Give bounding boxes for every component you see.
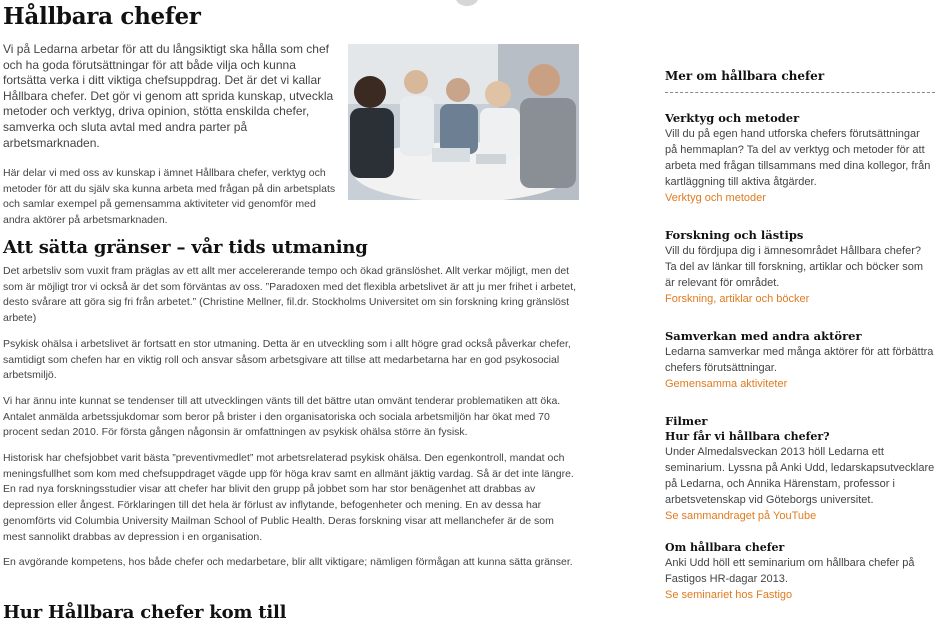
sidebar-section-text: Ledarna samverkar med många aktörer för att förbättra chefers förutsättningar. [665, 346, 934, 374]
sidebar-section [665, 111, 935, 206]
film-subheading: Om hållbara chefer [665, 541, 785, 554]
main-content [3, 0, 579, 623]
sidebar-films-heading: Filmer [665, 414, 708, 428]
intro-paragraph-2: Här delar vi med oss av kunskap i ämnet Hållbara chefer, verktyg och metoder för att du själv ska kunna arbeta med frågan på din arbetsplats och samlar exempel på gemensamma aktiviteter vid genomför med andra aktörer på arbetsmarknaden. [3, 167, 336, 227]
page-title: Hållbara chefer [3, 3, 201, 30]
film-subheading: Hur får vi hållbara chefer? [665, 430, 830, 443]
sidebar-section [665, 329, 935, 392]
article-paragraph: Det arbetsliv som vuxit fram präglas av ett allt mer accelererande tempo och ökad gränslöshet. Allt verkar möjligt, men det som är möjligt tror vi också är det som förväntas av oss. ”Paradoxen med det flexibla arbetslivet är att ju mer frihet i arbetet, desto svårare att göra sig fri från arbetet.” (Christine Mellner, fil.dr. Stockholms Universitet om sin forskning kring gränslöst arbete) [3, 265, 577, 325]
sidebar [665, 68, 935, 603]
film-link-fastigo[interactable]: Se seminariet hos Fastigo [665, 589, 793, 601]
article-paragraph: Historisk har chefsjobbet varit bästa ”preventivmedlet” mot arbetsrelaterad psykisk ohälsa. Den egenkontroll, mandat och meningsfullhet som kom med chefsuppdraget vägde upp för höga krav samt en allmänt jäktig vardag. Så är det inte längre. En rad nya forskningsstudier visar att chefer har blivit den grupp på jobbet som har stor benägenhet att drabbas av depression eller ångest. Förklaringen till det hela är förlust av inflytande, befogenheter och mening. En av dessa har genomförts vid Columbia University Mailman School of Public Health. Deras forskning visar att mellanchefer är de som mest sannolikt drabbas av depression i en organisation. [3, 452, 574, 543]
article-paragraph: Vi har ännu inte kunnat se tendenser till att utvecklingen vänts till det bättre utan omvänt tenderar problematiken att öka. Antalet anmälda arbetssjukdomar som beror på brister i den organisatoriska och sociala arbetsmiljön har ökat med 70 procent sedan 2010. För första gången någonsin är omfattningen av psykisk ohälsa större än fysisk. [3, 394, 561, 439]
sidebar-section-heading: Samverkan med andra aktörer [665, 329, 862, 343]
sidebar-link-cooperation[interactable]: Gemensamma aktiviteter [665, 378, 788, 390]
sidebar-section-heading: Verktyg och metoder [665, 111, 800, 125]
team-photo [348, 44, 579, 200]
article-paragraph: Psykisk ohälsa i arbetslivet är fortsatt en stor utmaning. Detta är en utveckling som i allt högre grad också påverkar chefer, samtidigt som chefen har en viktig roll och ansvar såsom arbetsgivare att tillse att medarbetarna har en god psykosocial arbetsmiljö. [3, 337, 571, 382]
sidebar-link-tools[interactable]: Verktyg och metoder [665, 192, 766, 204]
film-link-youtube[interactable]: Se sammandraget på YouTube [665, 510, 817, 522]
sidebar-section-text: Vill du fördjupa dig i ämnesområdet Hållbara chefer? Ta del av länkar till forskning, artiklar och böcker som är relevant för området. [665, 245, 923, 289]
sidebar-section-text: Vill du på egen hand utforska chefers förutsättningar på hemmaplan? Ta del av verktyg och metoder för att arbeta med frågan tillsammans med dina kollegor, från kartläggning till aktiva åtgärder. [665, 128, 931, 188]
article-paragraph: En avgörande kompetens, hos både chefer och medarbetare, blir allt viktigare; nämligen förmågan att kunna sätta gränser. [3, 556, 573, 569]
intro-paragraph: Vi på Ledarna arbetar för att du långsiktigt ska hålla som chef och ha goda förutsättningar för att både vilja och kunna fortsätta verka i ditt viktiga chefsuppdrag. Det är det vi kallar Hållbara chefer. Det gör vi genom att sprida kunskap, utveckla metoder och verktyg, driva opinion, stötta enskilda chefer, samverka och sluta avtal med andra parter på arbetsmarknaden. [3, 42, 334, 150]
film-text: Under Almedalsveckan 2013 höll Ledarna ett seminarium. Lyssna på Anki Udd, ledarskapsutvecklare på Ledarna, och Annika Härenstam, professor i arbetsvetenskap vid Göteborgs universitet. [665, 446, 935, 506]
section-heading: Att sätta gränser – vår tids utmaning [3, 237, 368, 258]
sidebar-section-heading: Forskning och lästips [665, 228, 804, 242]
sidebar-section [665, 228, 935, 307]
article-body [3, 264, 579, 581]
sidebar-films [665, 414, 935, 603]
sidebar-title: Mer om hållbara chefer [665, 68, 935, 93]
sidebar-link-research[interactable]: Forskning, artiklar och böcker [665, 293, 810, 305]
section-heading-2: Hur Hållbara chefer kom till [3, 602, 287, 623]
film-text: Anki Udd höll ett seminarium om hållbara chefer på Fastigos HR-dagar 2013. [665, 557, 915, 585]
